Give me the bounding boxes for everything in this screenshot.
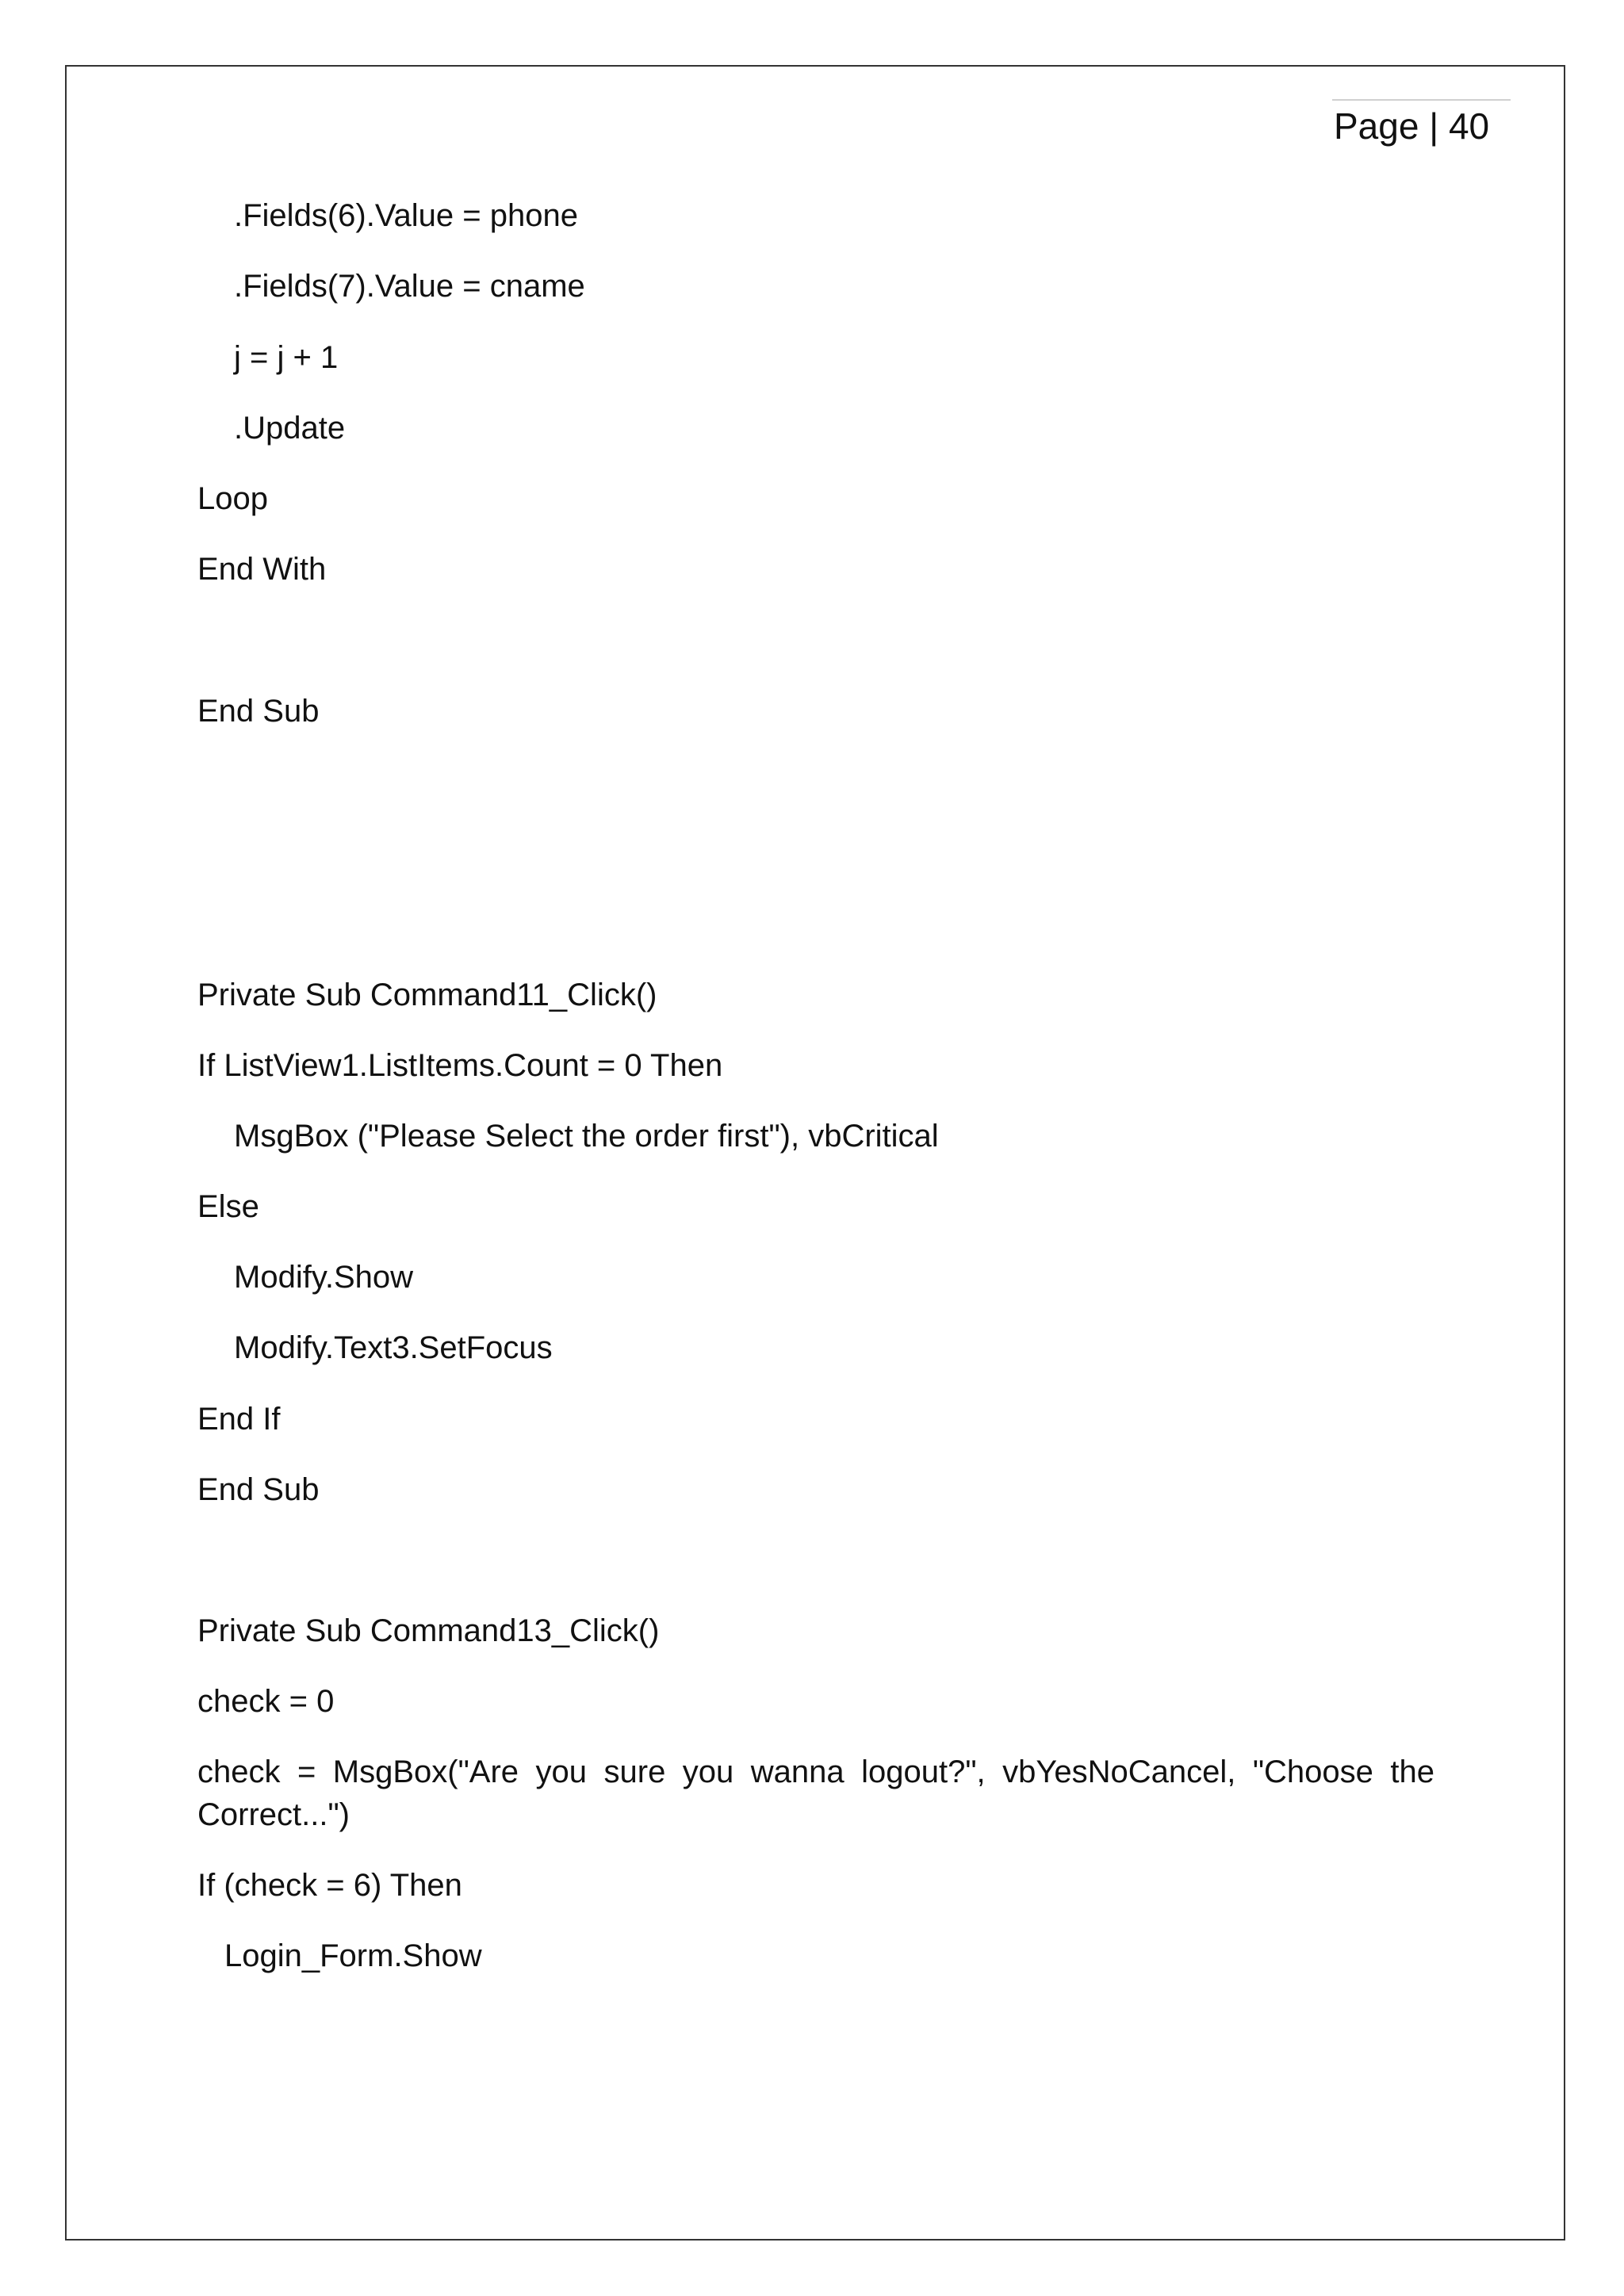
code-line: Else: [197, 1189, 259, 1224]
code-line: If ListView1.ListItems.Count = 0 Then: [197, 1048, 723, 1083]
code-line: End Sub: [197, 694, 320, 729]
code-line: MsgBox ("Please Select the order first"), vbCritical: [234, 1119, 939, 1154]
code-line: check = MsgBox("Are you sure you wanna logout?", vbYesNoCancel, "Choose the Correct..."): [197, 1755, 1434, 1832]
code-line: End With: [197, 552, 327, 587]
code-line: Modify.Show: [234, 1260, 414, 1295]
code-line: Private Sub Command13_Click(): [197, 1613, 660, 1648]
code-line: End If: [197, 1402, 281, 1437]
code-line: Private Sub Command11_Click(): [197, 978, 657, 1012]
code-line: Loop: [197, 481, 268, 516]
code-line: check = 0: [197, 1684, 335, 1719]
code-line: Modify.Text3.SetFocus: [234, 1330, 553, 1365]
page-number: Page | 40: [1334, 105, 1490, 147]
code-line: .Fields(6).Value = phone: [234, 198, 578, 233]
code-line: .Update: [234, 411, 346, 446]
code-line: .Fields(7).Value = cname: [234, 269, 585, 304]
code-line: Login_Form.Show: [224, 1938, 482, 1973]
code-line: j = j + 1: [234, 340, 339, 375]
code-line: If (check = 6) Then: [197, 1868, 462, 1903]
header-rule: [1332, 99, 1511, 101]
code-line: End Sub: [197, 1472, 320, 1507]
